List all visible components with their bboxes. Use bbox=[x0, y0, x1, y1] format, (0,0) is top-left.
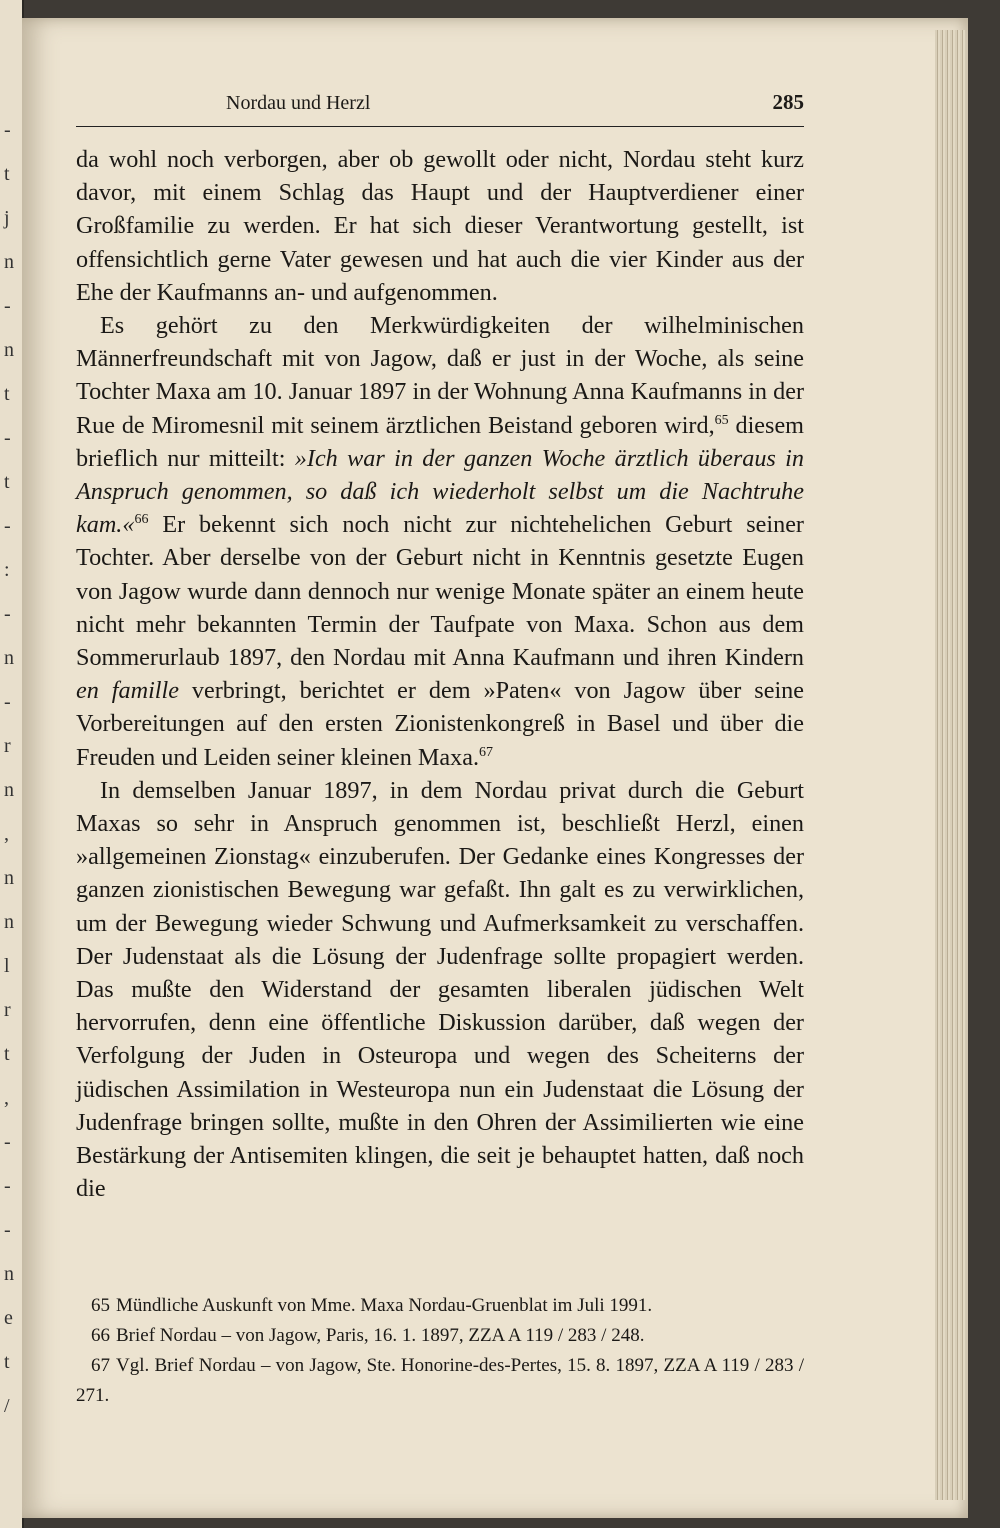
quotation: »Ich war in der ganzen Woche ärztlich überaus in Anspruch genommen, so daß ich wiederholt selbst um die Nachtruhe kam.« bbox=[76, 444, 804, 539]
facing-page-glyph: - bbox=[4, 691, 11, 713]
footnote-65 bbox=[76, 1291, 804, 1321]
footnote-number: 67 bbox=[91, 1355, 110, 1376]
facing-page-glyph: t bbox=[4, 471, 10, 493]
facing-page-glyph: n bbox=[4, 867, 14, 889]
footnote-ref-66: 66 bbox=[134, 512, 149, 528]
facing-page-glyph: - bbox=[4, 1131, 11, 1153]
facing-page-glyph: n bbox=[4, 251, 14, 273]
facing-page-glyph: t bbox=[4, 1351, 10, 1373]
body-text bbox=[76, 143, 804, 1206]
facing-page-glyph: n bbox=[4, 779, 14, 801]
footnotes bbox=[76, 1291, 804, 1411]
footnote-ref-65: 65 bbox=[714, 412, 729, 428]
facing-page-glyph: : bbox=[4, 559, 10, 581]
footnote-ref-67: 67 bbox=[479, 744, 493, 760]
facing-page-glyph: e bbox=[4, 1307, 13, 1329]
facing-page-glyph: - bbox=[4, 1175, 11, 1197]
page-header bbox=[76, 90, 804, 127]
facing-page-glyph: t bbox=[4, 383, 10, 405]
paragraph-2-text-b: diesem brieflich nur mitteilt: bbox=[76, 411, 805, 472]
facing-page-glyph: r bbox=[4, 735, 11, 757]
footnote-text: Brief Nordau – von Jagow, Paris, 16. 1. 1897, ZZA A 119 / 283 / 248. bbox=[116, 1325, 645, 1346]
facing-page-glyph: n bbox=[4, 339, 14, 361]
facing-page-glyph: t bbox=[4, 1043, 10, 1065]
emphasis-en-famille: en famille bbox=[76, 677, 179, 705]
paragraph-2-text-c: Er bekennt sich noch nicht zur nichtehelichen Geburt seiner Tochter. Aber derselbe von der Geburt nicht in Kenntnis gesetzte Eugen von Jagow wurde dann dennoch nur wenige Monate später an einem heute nicht mehr bekannten Termin der Taufpate von Maxa. Schon aus dem Sommerurlaub 1897, den Nordau mit Anna Kaufmann und ihren Kindern bbox=[76, 511, 804, 672]
footnote-66 bbox=[76, 1321, 804, 1351]
facing-page-glyph: l bbox=[4, 955, 10, 977]
facing-page-glyph: - bbox=[4, 119, 11, 141]
facing-page-glyph: / bbox=[4, 1395, 10, 1417]
page-stack-edge bbox=[935, 30, 965, 1500]
facing-page-glyph: - bbox=[4, 295, 11, 317]
paragraph-3: In demselben Januar 1897, in dem Nordau privat durch die Geburt Maxas so sehr in Anspruch genommen ist, beschließt Herzl, einen »allgemeinen Zionstag« einzuberufen. Der Gedanke eines Kongresses der ganzen zionistischen Bewegung war gefaßt. Ihn galt es zu verwirklichen, um der Bewegung wieder Schwung und Aufmerksamkeit zu verschaffen. Der Judenstaat als die Lösung der Judenfrage sollte propagiert werden. Das mußte den Widerstand der gesamten liberalen jüdischen Welt hervorrufen, denn eine öffentliche Diskussion darüber, daß wegen der Verfolgung der Juden in Osteuropa und wegen des Scheiterns der jüdischen Assimilation in Westeuropa nun ein Judenstaat die Lösung der Judenfrage bringen sollte, mußte in den Ohren der Assimilierten wie eine Bestärkung der Antisemiten klingen, die seit je behauptet hatten, daß noch die bbox=[76, 776, 804, 1203]
footnote-number: 65 bbox=[91, 1295, 110, 1316]
facing-page-glyph: j bbox=[4, 207, 10, 229]
facing-page-glyph: n bbox=[4, 911, 14, 933]
paragraph-2 bbox=[76, 309, 804, 774]
footnote-number: 66 bbox=[91, 1325, 110, 1346]
facing-page-glyph: - bbox=[4, 515, 11, 537]
paragraph-1: da wohl noch verborgen, aber ob gewollt oder nicht, Nordau steht kurz davor, mit einem Schlag das Haupt und der Hauptverdiener einer Großfamilie zu werden. Er hat sich dieser Verantwortung gestellt, ist offensichtlich gerne Vater gewesen und hat auch die vier Kinder aus der Ehe der Kaufmanns an- und aufgenommen. bbox=[76, 146, 804, 306]
footnote-text: Vgl. Brief Nordau – von Jagow, Ste. Honorine-des-Pertes, 15. 8. 1897, ZZA A 119 / 283 / 271. bbox=[76, 1355, 804, 1406]
page-number: 285 bbox=[772, 90, 804, 114]
facing-page-glyph: , bbox=[4, 1087, 9, 1109]
facing-page-glyph: , bbox=[4, 823, 9, 845]
footnote-67 bbox=[76, 1351, 804, 1411]
facing-page-edge bbox=[0, 0, 24, 1528]
running-title: Nordau und Herzl bbox=[226, 92, 371, 114]
footnote-text: Mündliche Auskunft von Mme. Maxa Nordau-Gruenblat im Juli 1991. bbox=[116, 1295, 653, 1316]
facing-page-glyph: n bbox=[4, 647, 14, 669]
facing-page-glyph: - bbox=[4, 427, 11, 449]
facing-page-glyph: r bbox=[4, 999, 11, 1021]
paragraph-2-text-d: verbringt, berichtet er dem »Paten« von Jagow über seine Vorbereitungen auf den ersten Zionistenkongreß in Basel und über die Freuden und Leiden seiner kleinen Maxa. bbox=[76, 677, 804, 771]
facing-page-glyph: - bbox=[4, 1219, 11, 1241]
facing-page-glyph: n bbox=[4, 1263, 14, 1285]
facing-page-glyph: t bbox=[4, 163, 10, 185]
facing-page-glyph: - bbox=[4, 603, 11, 625]
paragraph-2-text-a: Es gehört zu den Merkwürdigkeiten der wilhelminischen Männerfreundschaft mit von Jagow, daß er just in der Woche, als seine Tochter Maxa am 10. Januar 1897 in der Wohnung Anna Kaufmanns in der Rue de Miromesnil mit seinem ärztlichen Beistand geboren wird, bbox=[76, 312, 804, 439]
